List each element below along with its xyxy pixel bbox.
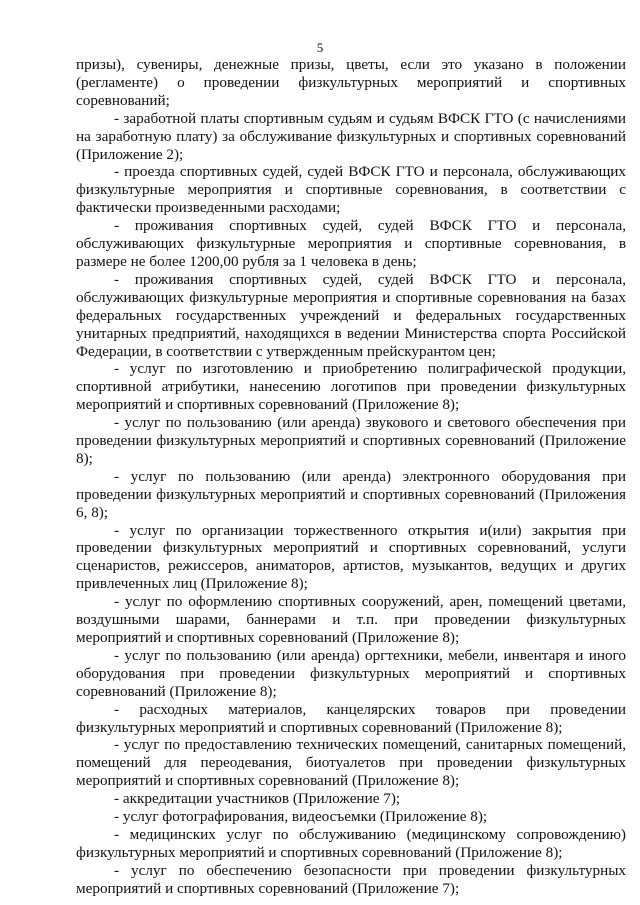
list-item-consumables: - расходных материалов, канцелярских товаров при проведении физкультурных мероприятий и спортивных соревнований (Приложение 8);	[76, 700, 626, 736]
paragraph-continuation: призы), сувениры, денежные призы, цветы, если это указано в положении (регламенте) о проведении физкультурных мероприятий и спортивных соревнований;	[76, 56, 626, 109]
list-item-travel: - проезда спортивных судей, судей ВФСК ГТО и персонала, обслуживающих физкультурные мероприятия и спортивные соревнования, в соответствии с фактически произведенными расходами;	[76, 163, 626, 217]
page-number: 5	[316, 40, 324, 55]
list-item-photo-video: - услуг фотографирования, видеосъемки (Приложение 8);	[114, 808, 488, 826]
document-body	[76, 56, 626, 898]
list-item-medical: - медицинских услуг по обслуживанию (медицинскому сопровождению) физкультурных мероприятий и спортивных соревнований (Приложение 8);	[76, 825, 626, 861]
list-item-security: - услуг по обеспечению безопасности при проведении физкультурных мероприятий и спортивных соревнований (Приложение 7);	[76, 861, 626, 897]
list-item-decoration: - услуг по оформлению спортивных сооружений, арен, помещений цветами, воздушными шарами, баннерами и т.п. при проведении физкультурных мероприятий и спортивных соревнований (Приложение 8);	[76, 593, 626, 646]
list-item-office-equipment: - услуг по пользованию (или аренда) оргтехники, мебели, инвентаря и иного оборудования при проведении физкультурных мероприятий и спортивных соревнований (Приложение 8);	[76, 646, 626, 700]
list-item-accommodation-federal: - проживания спортивных судей, судей ВФСК ГТО и персонала, обслуживающих физкультурные мероприятия и спортивные соревнования на базах федеральных государственных учреждений и федеральных государственных унитарных предприятий, находящихся в ведении Министерства спорта Российской Федерации, в соответствии с утвержденным прейскурантом цен;	[76, 270, 626, 360]
list-item-judges-salary: - заработной платы спортивным судьям и судьям ВФСК ГТО (с начислениями на заработную плату) за обслуживание физкультурных и спортивных соревнований (Приложение 2);	[76, 109, 626, 163]
list-item-technical-rooms: - услуг по предоставлению технических помещений, санитарных помещений, помещений для переодевания, биотуалетов при проведении физкультурных мероприятий и спортивных соревнований (Приложение 8);	[76, 736, 626, 790]
list-item-electronic-equipment: - услуг по пользованию (или аренда) электронного оборудования при проведении физкультурных мероприятий и спортивных соревнований (Приложения 6, 8);	[76, 467, 626, 521]
list-item-accommodation: - проживания спортивных судей, судей ВФСК ГТО и персонала, обслуживающих физкультурные мероприятия и спортивные соревнования, в размере не более 1200,00 рубля за 1 человека в день;	[76, 217, 626, 270]
list-item-printing: - услуг по изготовлению и приобретению полиграфической продукции, спортивной атрибутики, нанесению логотипов при проведении физкультурных мероприятий и спортивных соревнований (Приложение 8);	[76, 360, 626, 414]
list-item-ceremony: - услуг по организации торжественного открытия и(или) закрытия при проведении физкультурных мероприятий и спортивных соревнований, услуги сценаристов, режиссеров, аниматоров, артистов, музыкантов, ведущих и других привлеченных лиц (Приложение 8);	[76, 521, 626, 593]
list-item-sound-light: - услуг по пользованию (или аренда) звукового и светового обеспечения при проведении физкультурных мероприятий и спортивных соревнований (Приложение 8);	[76, 414, 626, 467]
list-item-accreditation: - аккредитации участников (Приложение 7);	[114, 790, 401, 808]
